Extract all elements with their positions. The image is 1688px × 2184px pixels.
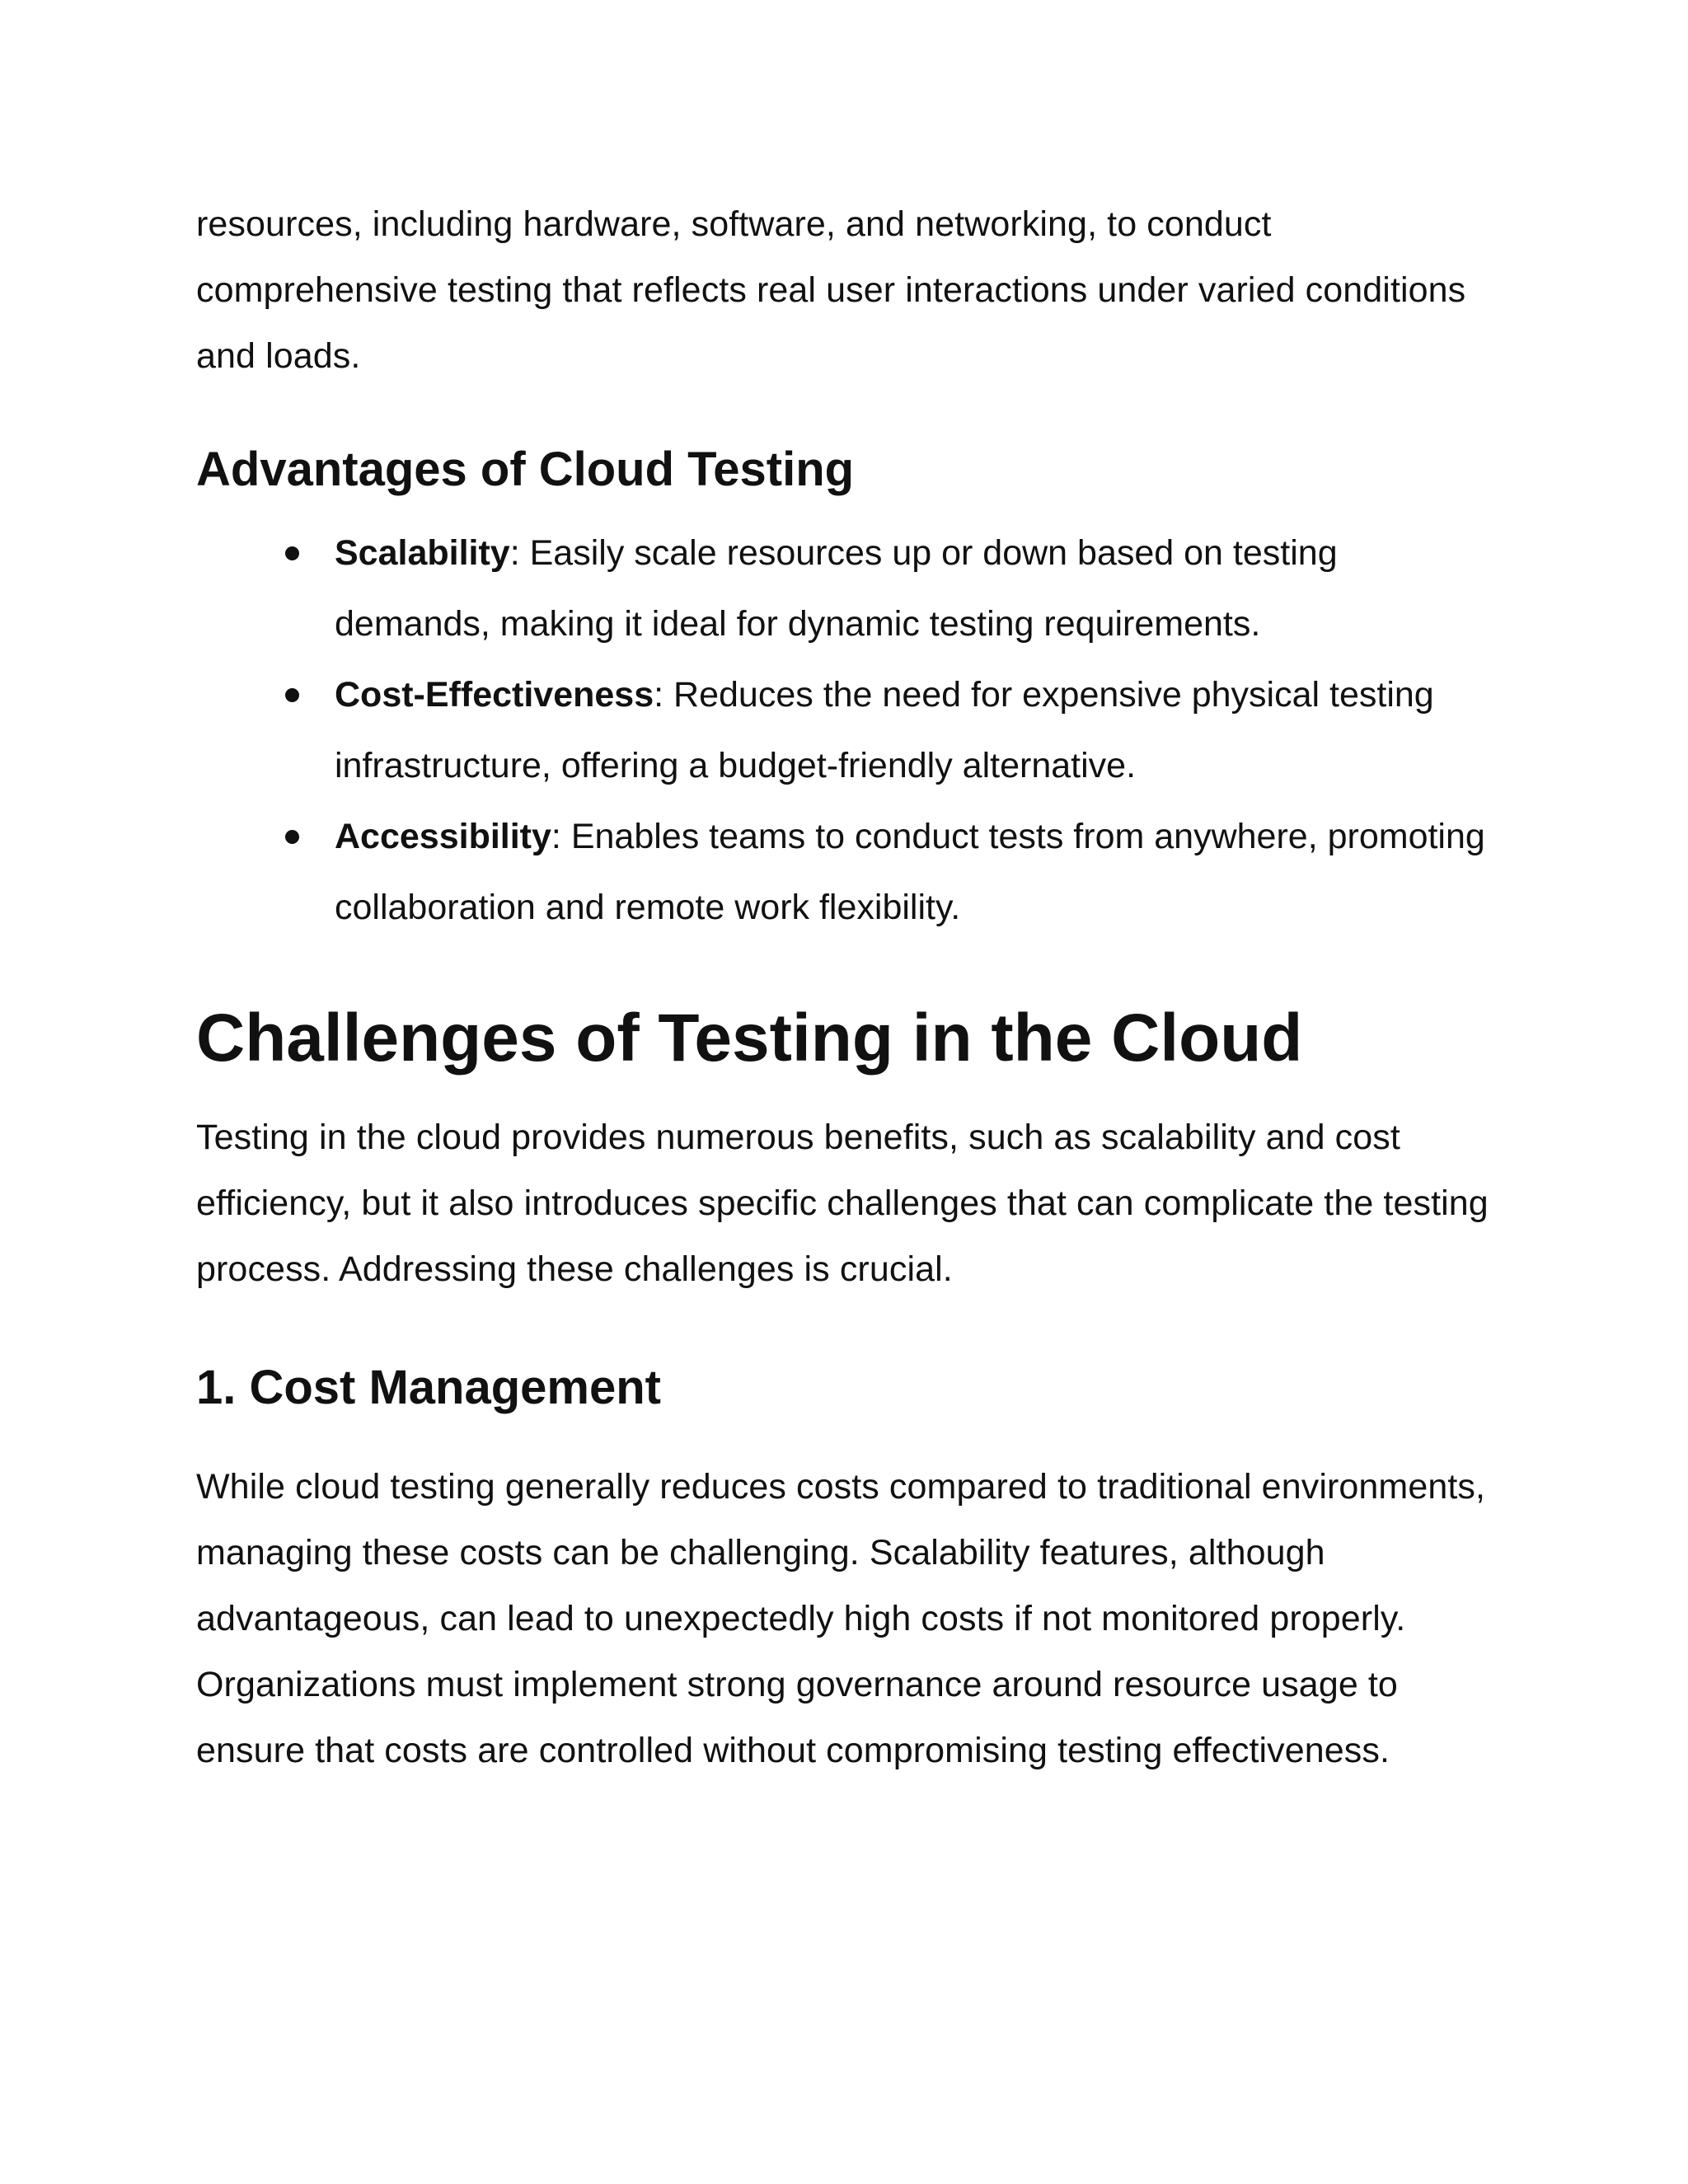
advantage-term: Accessibility: [335, 817, 551, 856]
advantage-description: : Enables teams to conduct tests from anywhere, promoting collaboration and remote work flexibility.: [335, 817, 1485, 927]
bullet-icon: [285, 688, 299, 702]
advantages-list: [196, 518, 1498, 943]
challenges-intro-paragraph: Testing in the cloud provides numerous benefits, such as scalability and cost efficiency, but it also introduces specific challenges that can complicate the testing process. Addressing these challenges is crucial.: [196, 1118, 1489, 1289]
advantage-term: Cost-Effectiveness: [335, 675, 654, 715]
document-content: [196, 191, 1498, 1783]
advantage-item-cost-effectiveness: [335, 659, 1498, 801]
advantage-description: : Easily scale resources up or down based on testing demands, making it ideal for dynamic testing requirements.: [335, 533, 1338, 644]
cost-management-paragraph: While cloud testing generally reduces costs compared to traditional environments, managing these costs can be challenging. Scalability features, although advantageous, can lead to unexpectedly high costs if not monitored properly. Organizations must implement strong governance around resource usage to ensure that costs are controlled without compromising testing effectiveness.: [196, 1467, 1486, 1770]
advantage-description: : Reduces the need for expensive physical testing infrastructure, offering a budget-friendly alternative.: [335, 675, 1434, 785]
advantage-item-accessibility: [335, 801, 1498, 943]
bullet-icon: [285, 830, 299, 844]
cost-management-heading: 1. Cost Management: [196, 1361, 661, 1414]
advantage-term: Scalability: [335, 533, 510, 573]
challenges-heading: Challenges of Testing in the Cloud: [196, 1001, 1303, 1076]
intro-paragraph: resources, including hardware, software, and networking, to conduct comprehensive testing that reflects real user interactions under varied conditions and loads.: [196, 204, 1466, 376]
bullet-icon: [285, 546, 299, 560]
advantage-item-scalability: [335, 518, 1498, 659]
advantages-heading: Advantages of Cloud Testing: [196, 443, 855, 496]
